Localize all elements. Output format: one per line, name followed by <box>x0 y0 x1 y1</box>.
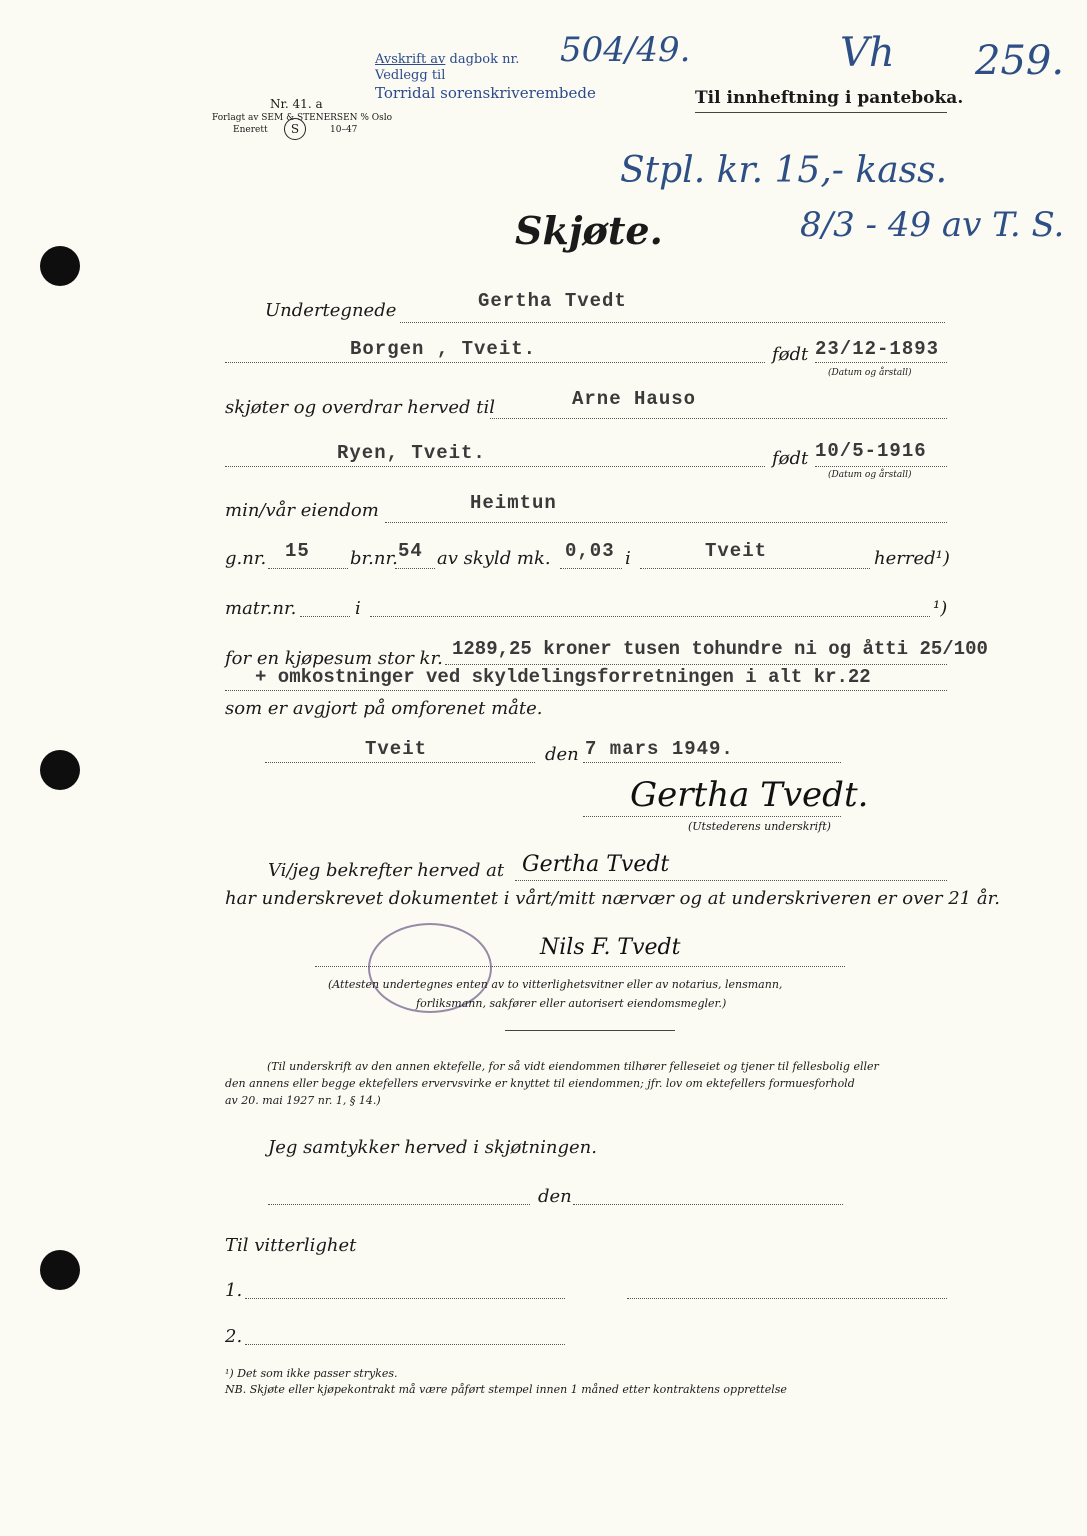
right-heading: Til innheftning i panteboka. <box>695 88 964 108</box>
buyer-address-line <box>225 466 765 467</box>
skyld-value: 0,03 <box>565 540 615 562</box>
herred-line <box>640 568 870 569</box>
buyer-born-label: født <box>772 448 809 469</box>
matr-note: ¹) <box>933 598 948 619</box>
initials: Vh <box>840 30 895 76</box>
seller-name-line <box>400 322 945 323</box>
signing-place: Tveit <box>365 738 428 760</box>
skyld-line <box>560 568 622 569</box>
seller-address-line <box>225 362 765 363</box>
spouse-note-line3: av 20. mai 1927 nr. 1, § 14.) <box>225 1094 381 1107</box>
document-title: Skjøte. <box>515 208 663 253</box>
matr-line <box>300 616 350 617</box>
buyer-address: Ryen, Tveit. <box>337 442 486 464</box>
skyld-label: av skyld mk. <box>437 548 551 569</box>
gnr-value: 15 <box>285 540 310 562</box>
price-label: for en kjøpesum stor kr. <box>225 648 443 669</box>
stamp-line3: Torridal sorenskriverembede <box>375 84 596 102</box>
price-line2: + omkostninger ved skyldelingsforretningen i alt kr.22 <box>255 666 871 688</box>
matr-i-label: i <box>355 598 361 619</box>
stamp-line2: Vedlegg til <box>375 68 446 83</box>
herred-label: herred¹) <box>874 548 950 569</box>
brnr-label: br.nr. <box>350 548 398 569</box>
publisher-date: 10–47 <box>330 125 358 135</box>
buyer-name-line <box>490 418 947 419</box>
vitterlighet-one-line-right <box>627 1298 947 1299</box>
transfer-label: skjøter og overdrar herved til <box>225 397 495 418</box>
seller-name: Gertha Tvedt <box>478 290 627 312</box>
margin-note-line1: Stpl. kr. 15,- kass. <box>620 150 948 191</box>
stamp-line1 <box>375 52 519 67</box>
herred-i-label: i <box>625 548 631 569</box>
confirm-text: har underskrevet dokumentet i vårt/mitt nærvær og at underskriveren er over 21 år. <box>225 888 1000 909</box>
price-settled: som er avgjort på omforenet måte. <box>225 698 543 719</box>
page-number: 259. <box>975 38 1065 84</box>
spouse-note-line1: (Til underskrift av den annen ektefelle, for så vidt eiendommen tilhører felleseiet og tjener til fellesbolig eller <box>267 1060 879 1073</box>
witness-signature: Nils F. Tvedt <box>540 935 681 960</box>
spouse-consent: Jeg samtykker herved i skjøtningen. <box>268 1137 597 1158</box>
buyer-name: Arne Hauso <box>572 388 697 410</box>
spouse-date-line <box>573 1204 843 1205</box>
signature-label: (Utstederens underskrift) <box>688 820 831 833</box>
vitterlighet-two: 2. <box>225 1326 243 1347</box>
property-label: min/vår eiendom <box>225 500 379 521</box>
confirm-line <box>515 880 947 881</box>
property-name-line <box>385 522 947 523</box>
gnr-line <box>268 568 348 569</box>
seller-signature: Gertha Tvedt. <box>630 775 869 815</box>
publisher-logo-icon: S <box>284 118 306 140</box>
seller-born-label: født <box>772 344 809 365</box>
buyer-born: 10/5-1916 <box>815 440 927 462</box>
footnote-line1: ¹) Det som ikke passer strykes. <box>225 1367 398 1380</box>
price-line1-rule <box>445 664 947 665</box>
brnr-value: 54 <box>398 540 423 562</box>
signing-date-line <box>583 762 841 763</box>
matr-i-line <box>370 616 930 617</box>
footnote-line2: NB. Skjøte eller kjøpekontrakt må være påført stempel innen 1 måned etter kontraktens opprettelse <box>225 1383 787 1396</box>
seller-born-line <box>815 362 947 363</box>
punch-hole-bottom <box>40 1250 80 1290</box>
seller-label: Undertegnede <box>265 300 397 321</box>
buyer-born-line <box>815 466 947 467</box>
margin-note-line2: 8/3 - 49 av T. S. <box>800 205 1065 245</box>
confirm-name: Gertha Tvedt <box>522 852 670 877</box>
seller-born: 23/12-1893 <box>815 338 940 360</box>
witness-note-line1: (Attesten undertegnes enten av to vitterlighetsvitner eller av notarius, lensmann, <box>328 978 783 991</box>
vitterlighet-one-line <box>245 1298 565 1299</box>
brnr-line <box>395 568 435 569</box>
stamp-avskrift: Avskrift av <box>375 52 446 67</box>
confirm-label: Vi/jeg bekrefter herved at <box>268 860 505 881</box>
spouse-note-line2: den annens eller begge ektefellers ervervsvirke er knyttet til eiendommen; jfr. lov om ektefellers formuesforhold <box>225 1077 855 1090</box>
seller-signature-line <box>583 816 841 817</box>
price-line1: 1289,25 kroner tusen tohundre ni og åtti 25/100 <box>452 638 988 660</box>
property-name: Heimtun <box>470 492 557 514</box>
punch-hole-top <box>40 246 80 286</box>
right-heading-underline <box>695 112 947 113</box>
seller-date-hint: (Datum og årstall) <box>828 368 912 378</box>
publisher-line1: Forlagt av SEM & STENERSEN % Oslo <box>212 113 393 123</box>
signing-den-label: den <box>545 744 579 765</box>
price-line2-rule <box>225 690 947 691</box>
herred-value: Tveit <box>705 540 768 562</box>
spouse-den-label: den <box>538 1186 572 1207</box>
vitterlighet-two-line <box>245 1344 565 1345</box>
witness-note-line2: forliksmann, sakfører eller autorisert eiendomsmegler.) <box>416 997 727 1010</box>
spouse-place-line <box>268 1204 530 1205</box>
seller-address: Borgen , Tveit. <box>350 338 537 360</box>
vitterlighet-label: Til vitterlighet <box>225 1235 357 1256</box>
matr-label: matr.nr. <box>225 598 297 619</box>
dagbok-number: 504/49. <box>560 30 691 70</box>
punch-hole-middle <box>40 750 80 790</box>
gnr-label: g.nr. <box>225 548 267 569</box>
signing-place-line <box>265 762 535 763</box>
signing-date: 7 mars 1949. <box>585 738 734 760</box>
second-witness-line <box>505 1030 675 1031</box>
buyer-date-hint: (Datum og årstall) <box>828 470 912 480</box>
form-number: Nr. 41. a <box>270 97 323 111</box>
vitterlighet-one: 1. <box>225 1280 243 1301</box>
publisher-line2: Enerett <box>233 125 268 135</box>
stamp-dagbok: dagbok nr. <box>449 52 520 67</box>
